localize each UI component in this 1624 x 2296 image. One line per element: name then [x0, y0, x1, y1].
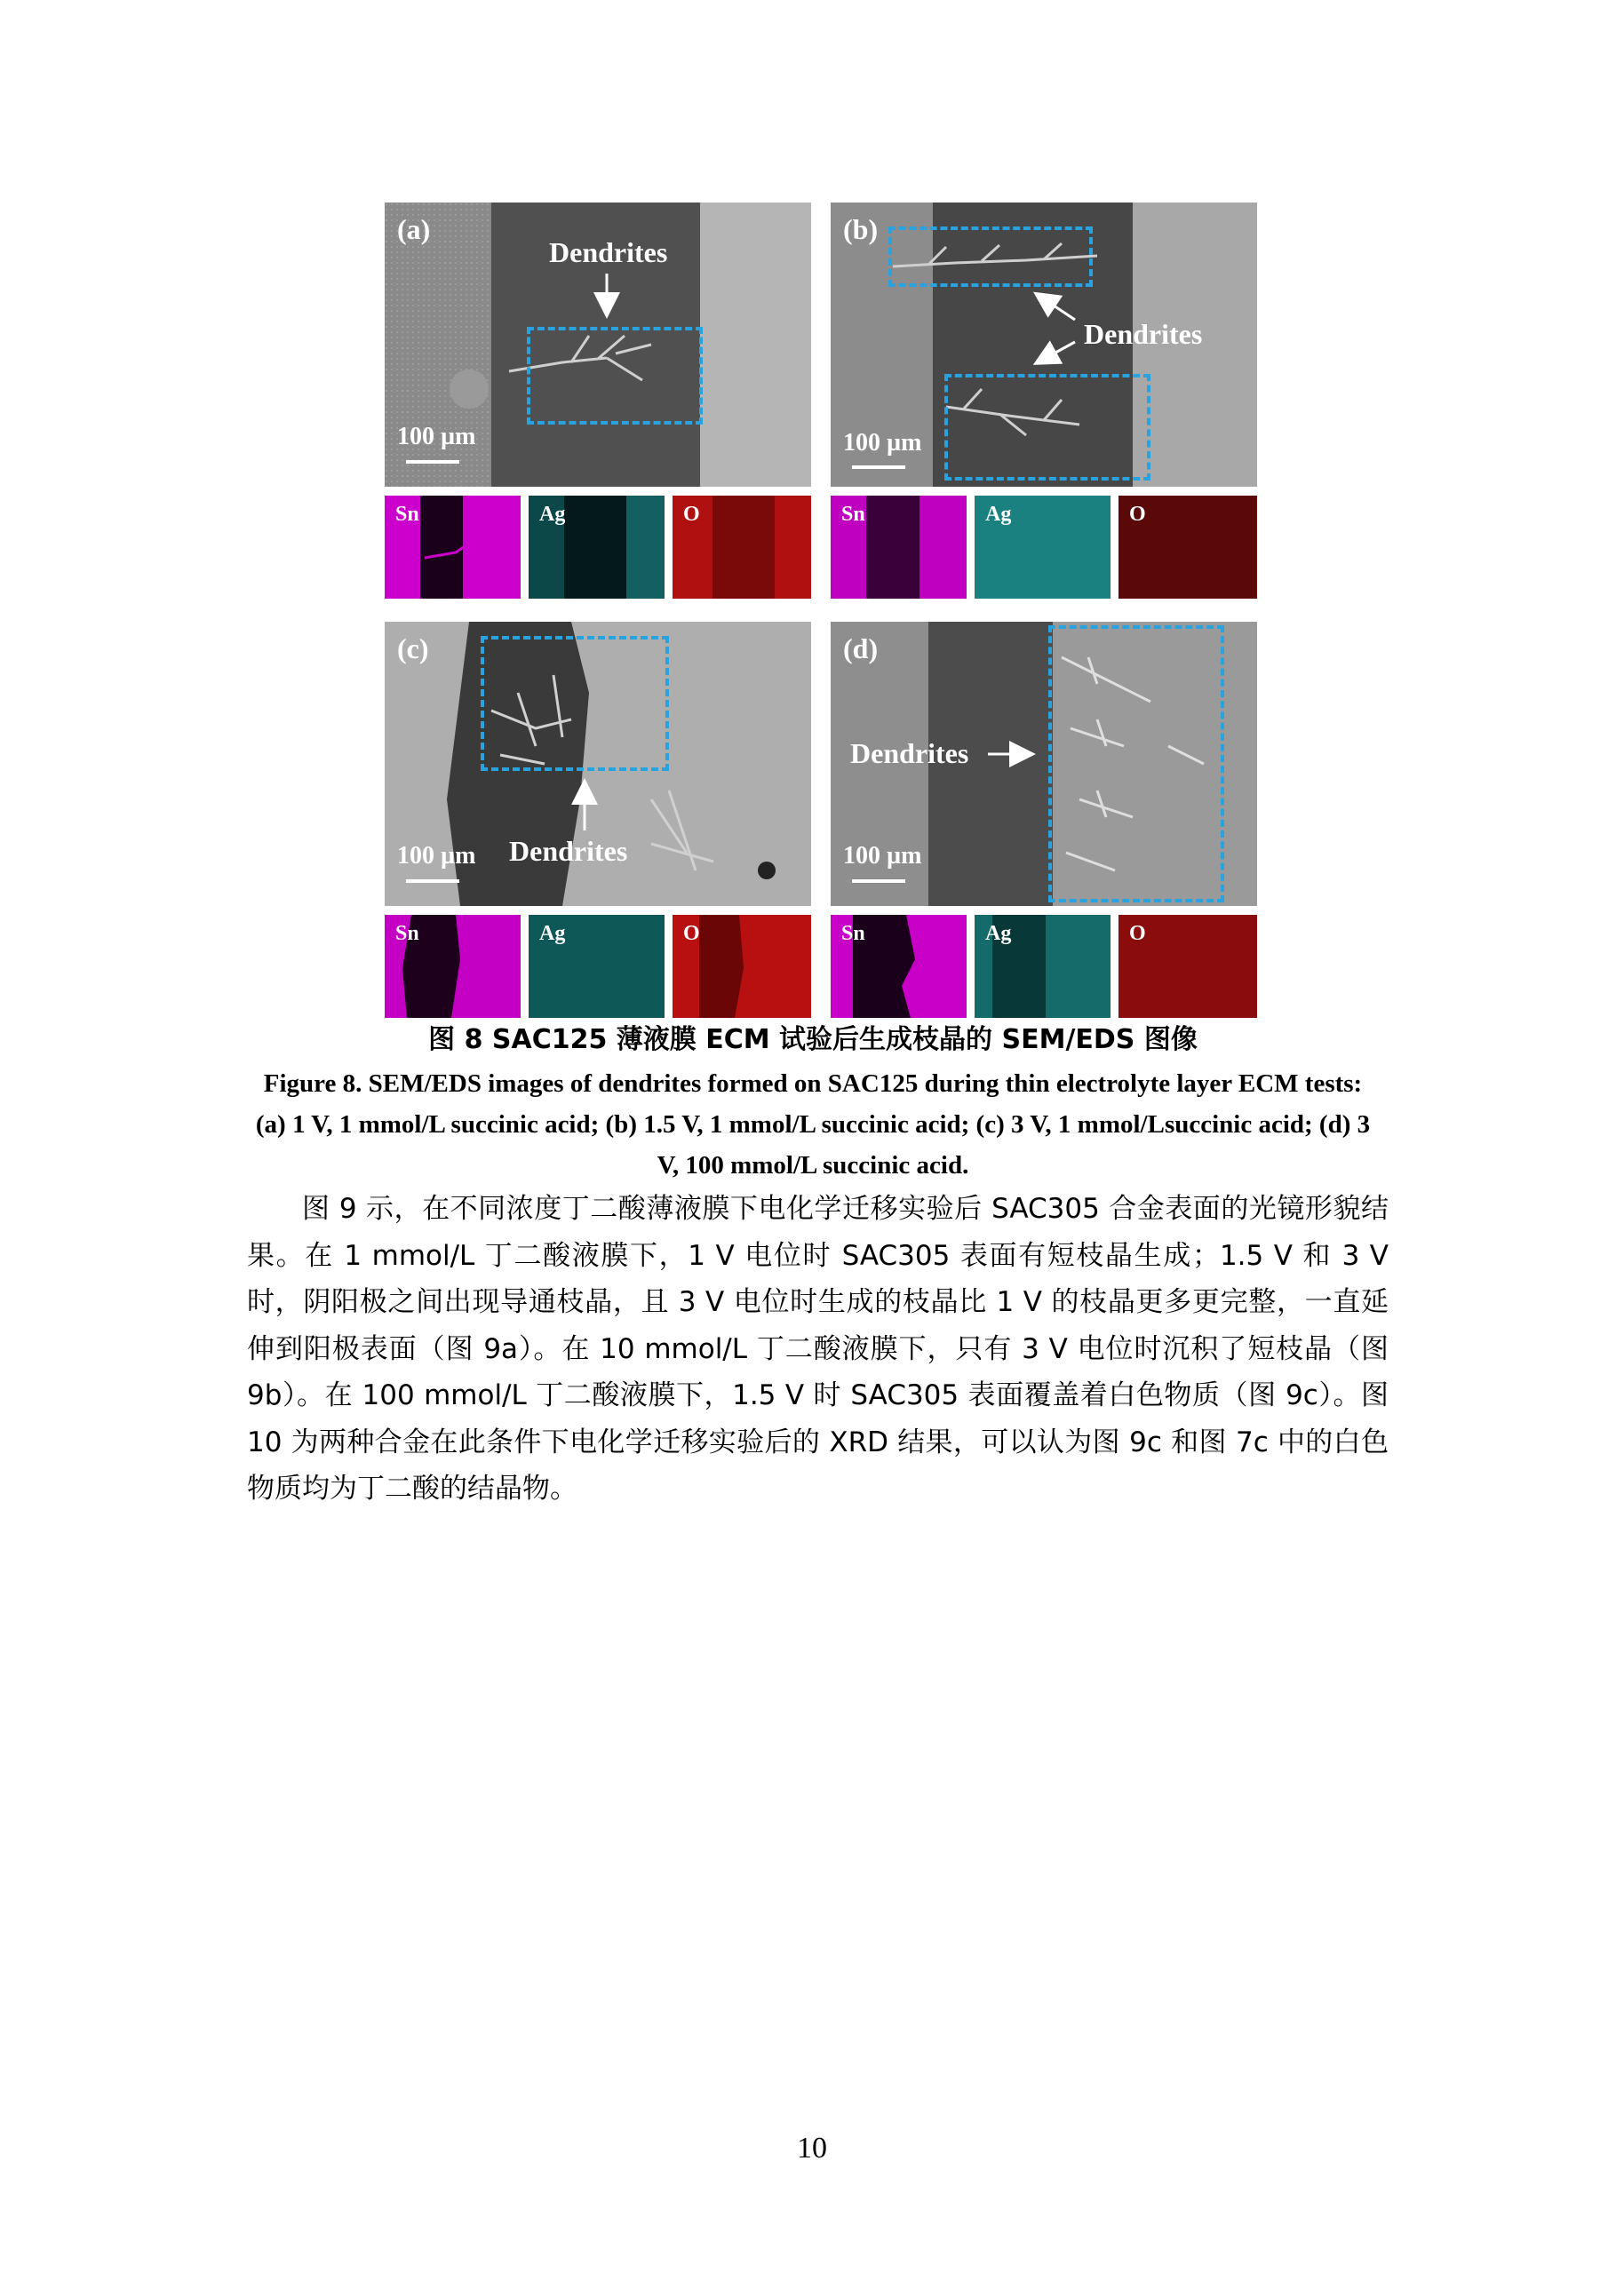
highlight-box [1048, 625, 1224, 902]
eds-label: Sn [841, 503, 865, 526]
panel-label: (c) [397, 632, 429, 664]
eds-label: Ag [539, 503, 566, 526]
eds-map-b-ag [975, 496, 1111, 599]
dendrites-annotation: Dendrites [1084, 318, 1203, 350]
sem-panel-b [831, 203, 1257, 487]
scale-bar [406, 460, 459, 464]
eds-map-b-sn [831, 496, 967, 599]
panel-label: (d) [843, 632, 879, 664]
highlight-box [527, 327, 703, 425]
scale-label: 100 µm [397, 842, 476, 870]
eds-label: O [1129, 922, 1146, 945]
figure-caption-chinese: 图 8 SAC125 薄液膜 ECM 试验后生成枝晶的 SEM/EDS 图像 [428, 1024, 1198, 1055]
highlight-box [481, 636, 669, 771]
eds-label: O [683, 503, 700, 526]
eds-map-a-o [673, 496, 811, 599]
sem-panel-d [831, 622, 1257, 906]
eds-map-a-ag [529, 496, 665, 599]
annotation-arrows [0, 0, 1624, 1066]
sem-panel-c [385, 622, 811, 906]
eds-label: Ag [985, 922, 1012, 945]
eds-label: Ag [985, 503, 1012, 526]
eds-map-d-o [1118, 915, 1257, 1018]
body-paragraph: 图 9 示，在不同浓度丁二酸薄液膜下电化学迁移实验后 SAC305 合金表面的光镜形貌结果。在 1 mmol/L 丁二酸液膜下，1 V 电位时 SAC305 表面有短枝晶生成；1.5 V 和 3 V 时，阴阳极之间出现导通枝晶，且 3 V 电位时生成的枝晶比 1 V 的枝晶更多更完整，一直延伸到阳极表面（图 9a）。在 10 mmol/L 丁二酸液膜下，只有 3 V 电位时沉积了短枝晶（图 9b）。在 100 mmol/L 丁二酸液膜下，1.5 V 时 SAC305 表面覆盖着白色物质（图 9c）。图 10 为两种合金在此条件下电化学迁移实验后的 XRD 结果，可以认为图 9c 和图 7c 中的白色物质均为丁二酸的结晶物。 [247, 1193, 1389, 1505]
eds-map-d-ag [975, 915, 1111, 1018]
highlight-box [944, 374, 1150, 481]
eds-map-c-sn [385, 915, 521, 1018]
highlight-box [888, 226, 1093, 287]
dendrites-annotation: Dendrites [509, 835, 628, 867]
body-text [247, 1186, 1389, 1513]
panel-label: (b) [843, 213, 879, 245]
eds-label: Sn [395, 503, 419, 526]
eds-label: Sn [841, 922, 865, 945]
scale-bar [406, 879, 459, 883]
eds-label: Ag [539, 922, 566, 945]
figure-caption-english: Figure 8. SEM/EDS images of dendrites formed on SAC125 during thin electrolyte layer ECM tests: (a) 1 V, 1 mmol/L succinic acid; (b) 1.5 V, 1 mmol/L succinic acid; (c) 3 V, 1 mmol/Lsuccinic acid; (d) 3 V, 100 mmol/L succinic acid. [255, 1069, 1371, 1180]
dendrites-annotation: Dendrites [549, 236, 668, 268]
eds-label: O [1129, 503, 1146, 526]
scale-bar [852, 879, 905, 883]
sem-panel-a [385, 203, 811, 487]
page-number: 10 [797, 2132, 827, 2165]
panel-label: (a) [397, 213, 431, 245]
eds-map-d-sn [831, 915, 967, 1018]
scale-label: 100 µm [843, 842, 922, 870]
scale-bar [852, 465, 905, 469]
eds-map-c-o [673, 915, 811, 1018]
eds-map-c-ag [529, 915, 665, 1018]
eds-label: O [683, 922, 700, 945]
dendrites-annotation: Dendrites [850, 737, 969, 769]
eds-label: Sn [395, 922, 419, 945]
scale-label: 100 µm [843, 429, 922, 457]
eds-map-b-o [1118, 496, 1257, 599]
eds-map-a-sn [385, 496, 521, 599]
scale-label: 100 µm [397, 423, 476, 450]
